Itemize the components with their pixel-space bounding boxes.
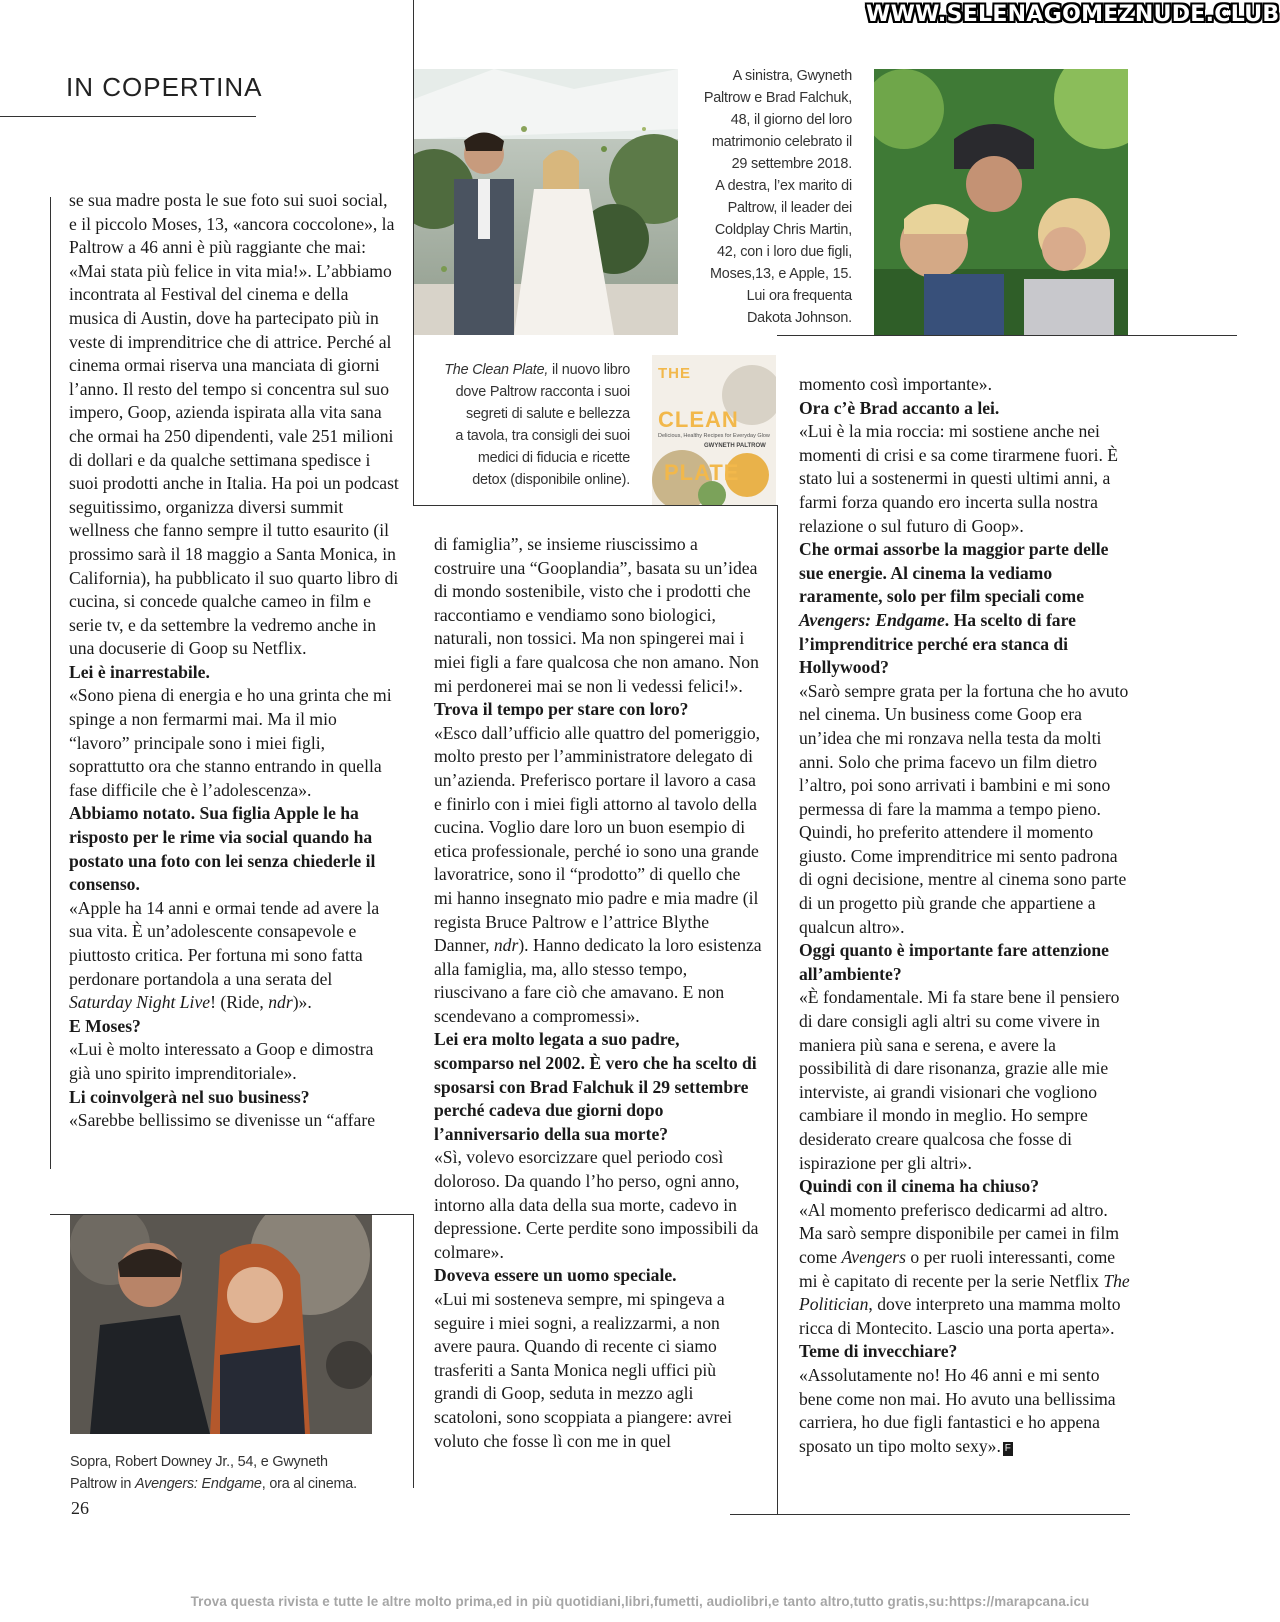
caption-line: Coldplay Chris Martin, xyxy=(714,222,852,238)
caption-line: Sopra, Robert Downey Jr., 54, e Gwyneth xyxy=(70,1454,328,1470)
caption-italic: Avengers: Endgame xyxy=(134,1476,262,1492)
answer-italic: Saturday Night Live xyxy=(69,992,211,1013)
interview-question: Doveva essere un uomo speciale. xyxy=(434,1265,677,1286)
interview-answer xyxy=(799,1364,1130,1458)
answer-text: ! (Ride, xyxy=(210,992,269,1013)
caption-line: Paltrow, il leader dei xyxy=(727,200,852,216)
interview-answer: «Sono piena di energia e ho una grinta che mi spinge a non fermarmi mai. Ma il mio “lavoro” principale sono i miei figli, soprattutto ora che stanno entrando in quella fase difficile che è l’adolescenza». xyxy=(69,685,392,800)
book-title-italic: The Clean Plate, xyxy=(444,362,549,378)
caption-line: segreti di salute e bellezza xyxy=(466,406,630,422)
wedding-caption xyxy=(690,65,852,329)
caption-line: il nuovo libro xyxy=(548,362,630,378)
site-watermark: WWW.SELENAGOMEZNUDE.CLUB xyxy=(866,2,1280,27)
interview-question: Ora c’è Brad accanto a lei. xyxy=(799,397,1000,418)
movie-caption xyxy=(70,1451,400,1495)
footer-banner: Trova questa rivista e tutte le altre molto prima,ed in più quotidiani,libri,fumetti, audiolibri,e tanto altro,tutto gratis,su:https://marapcana.icu xyxy=(190,1594,1090,1609)
answer-italic: ndr xyxy=(493,935,519,956)
answer-text: «Esco dall’ufficio alle quattro del pomeriggio, molto presto per l’amministratore delegato di un’azienda. Preferisco portare il lavoro a casa e finirlo con i miei figli attorno al tavolo della cucina. Voglio dare loro un buon esempio di etica professionale, perché io sono una grande lavoratrice, sono il “prodotto” di quello che mi hanno insegnato mio padre e mia madre (il regista Bruce Paltrow e l’attrice Blythe Danner, xyxy=(434,722,761,956)
answer-italic: Avengers xyxy=(841,1246,906,1267)
wedding-photo xyxy=(414,69,678,335)
book-caption xyxy=(424,359,630,491)
caption-line: , ora al cinema. xyxy=(261,1476,357,1492)
book-cover-clean: CLEAN xyxy=(658,407,739,432)
body-paragraph: di famiglia”, se insieme riuscissimo a costruire una “Gooplandia”, basata su un’idea di mondo sostenibile, visto che i prodotti che raccontiamo e vendiamo sono biologici, naturali, non tossici. Ma non spingerei mai i miei figli a fare qualcosa che non amano. Non mi perdonerei mai se non li vedessi felici!». xyxy=(434,534,759,696)
book-cover-the: THE xyxy=(658,365,691,382)
interview-answer: «Sarebbe bellissimo se divenisse un “affare xyxy=(69,1110,376,1131)
interview-answer xyxy=(799,1199,1130,1341)
interview-answer: «È fondamentale. Mi fa stare bene il pensiero di dare consigli agli altri su come vivere in maniera più sana e serena, e avere la possibilità di dare risonanza, grazie alle mie interviste, ai grandi visionari che vogliono cambiare il mondo in meglio. Ho sempre desiderato creare qualcosa che fosse di ispirazione per gli altri». xyxy=(799,987,1120,1173)
interview-question: Lei era molto legata a suo padre, scomparso nel 2002. È vero che ha scelto di sposarsi con Brad Falchuk il 29 settembre perché cadeva due giorni dopo l’anniversario della sua morte? xyxy=(434,1029,757,1144)
book-cover-subtitle: Delicious, Healthy Recipes for Everyday Glow xyxy=(658,433,770,439)
book-cover-plate: PLATE xyxy=(664,460,740,485)
section-title: IN COPERTINA xyxy=(66,72,263,102)
answer-italic: ndr xyxy=(268,992,293,1013)
answer-text: )». xyxy=(292,992,312,1013)
interview-answer: «Lui è la mia roccia: mi sostiene anche nei momenti di crisi e sa come tirarmene fuori. È stato lui a sostenermi in questi ultimi anni, a farmi forza quando ero incerta sulla nostra relazione o sul futuro di Goop». xyxy=(799,421,1119,536)
caption-line: 42, con i loro due figli, xyxy=(717,244,852,260)
caption-line: A sinistra, Gwyneth xyxy=(732,68,852,84)
book-box-left-rule xyxy=(413,345,414,505)
answer-italic: The Politician xyxy=(799,1270,1130,1315)
caption-line: a tavola, tra consigli dei suoi xyxy=(455,428,630,444)
answer-text: «Apple ha 14 anni e ormai tende ad avere la sua vita. È un’adolescente consapevole e piuttosto critica. Per fortuna mi sono fatta perdonare portandola a una serata del xyxy=(69,897,380,989)
caption-line: medici di fiducia e ricette xyxy=(477,450,630,466)
caption-line: Paltrow in xyxy=(70,1476,135,1492)
end-mark-icon: F xyxy=(1004,1442,1011,1454)
interview-question xyxy=(799,538,1130,680)
caption-line: Paltrow e Brad Falchuk, xyxy=(703,90,852,106)
caption-line: Dakota Johnson. xyxy=(746,310,852,326)
interview-answer xyxy=(69,897,399,1015)
interview-question: Oggi quanto è importante fare attenzione all’ambiente? xyxy=(799,940,1109,984)
question-text: Che ormai assorbe la maggior parte delle sue energie. Al cinema la vediamo raramente, solo per film speciali come xyxy=(799,539,1109,607)
interview-question: E Moses? xyxy=(69,1015,141,1036)
page-number: 26 xyxy=(71,1498,89,1518)
interview-question: Teme di invecchiare? xyxy=(799,1341,958,1362)
caption-line: 29 settembre 2018. xyxy=(731,156,852,172)
caption-line: Moses,13, e Apple, 15. xyxy=(709,266,852,282)
right-photo-rule xyxy=(777,335,1237,336)
book-box-bottom-rule xyxy=(413,505,777,506)
book-cover-author: GWYNETH PALTROW xyxy=(704,443,766,449)
interview-question: Trova il tempo per stare con loro? xyxy=(434,699,689,720)
answer-text: , dove interpreto una mamma molto ricca di Montecito. Lascio una porta aperta». xyxy=(799,1294,1121,1338)
interview-answer: «Sì, volevo esorcizzare quel periodo così doloroso. Da quando l’ho perso, ogni anno, intorno alla data della sua morte, cadevo in depressione. Certe perdite sono impossibili da colmare». xyxy=(434,1147,759,1262)
section-rule xyxy=(0,116,256,117)
interview-answer: «Lui è molto interessato a Goop e dimostra già uno spirito imprenditoriale». xyxy=(69,1039,374,1083)
left-margin-rule xyxy=(50,197,51,1169)
bottom-right-rule xyxy=(730,1514,1130,1515)
answer-text: «Assolutamente no! Ho 46 anni e mi sento bene come non mai. Ho avuto una bellissima carriera, ho due figli fantastici e ho appena sposato un tipo molto sexy». xyxy=(799,1364,1116,1456)
book-cover xyxy=(652,355,776,505)
caption-line: matrimonio celebrato il xyxy=(711,134,852,150)
mid-column-divider xyxy=(413,1214,414,1488)
article-column-3 xyxy=(799,373,1130,1458)
interview-question: Quindi con il cinema ha chiuso? xyxy=(799,1176,1040,1197)
caption-line: 48, il giorno del loro xyxy=(730,112,852,128)
interview-answer xyxy=(434,722,762,1029)
article-column-1 xyxy=(69,189,399,1133)
article-column-2 xyxy=(434,533,762,1453)
interview-question: Lei è inarrestabile. xyxy=(69,661,210,682)
interview-question: Abbiamo notato. Sua figlia Apple le ha risposto per le rime via social quando ha postato una foto con lei senza chiederle il consenso. xyxy=(69,803,376,895)
caption-line: dove Paltrow racconta i suoi xyxy=(455,384,630,400)
question-italic: Avengers: Endgame xyxy=(799,609,945,630)
caption-line: detox (disponibile online). xyxy=(472,472,630,488)
caption-line: Lui ora frequenta xyxy=(746,288,852,304)
family-photo xyxy=(874,69,1128,335)
question-text: . Ha scelto di fare l’imprenditrice perché era stanca di Hollywood? xyxy=(799,609,1076,678)
caption-line: A destra, l’ex marito di xyxy=(715,178,852,194)
movie-photo xyxy=(70,1215,372,1434)
right-column-divider xyxy=(777,505,778,1515)
answer-text: o per ruoli interessanti, come mi è capitato di recente per la serie Netflix xyxy=(799,1246,1116,1291)
interview-answer: «Lui mi sosteneva sempre, mi spingeva a seguire i miei sogni, a realizzarmi, a non avere paura. Quando di recente ci siamo trasferiti a Santa Monica negli uffici più grandi di Goop, seduta in mezzo agli scatoloni, sono scoppiata a piangere: avrei voluto che fosse lì con me in quel xyxy=(434,1289,733,1451)
answer-text: «Al momento preferisco dedicarmi ad altro. Ma sarò sempre disponibile per camei in film come xyxy=(799,1199,1120,1267)
interview-answer: «Sarò sempre grata per la fortuna che ho avuto nel cinema. Un business come Goop era un’idea che mi ronzava nella testa da molti anni. Solo che prima facevo un film dietro l’altro, poi sono arrivati i bambini e mi sono permessa di fare la mamma a tempo pieno. Quindi, ho preferito attendere il momento giusto. Come imprenditrice mi sento padrona di ogni decisione, mentre al cinema sono parte di un progetto più grande che appartiene a qualcun altro». xyxy=(799,680,1129,937)
interview-question: Li coinvolgerà nel suo business? xyxy=(69,1086,310,1107)
body-paragraph: se sua madre posta le sue foto sui suoi social, e il piccolo Moses, 13, «ancora coccolone», la Paltrow a 46 anni è più raggiante che mai: «Mai stata più felice in vita mia!». L’abbiamo incontrata al Festival del cinema e della musica di Austin, dove ha partecipato più in veste di imprenditrice che di attrice. Perché al cinema ormai riserva una manciata di giorni l’anno. Il resto del tempo si concentra sul suo impero, Goop, azienda ispirata alla vita sana che ormai ha 250 dipendenti, vale 251 milioni di dollari e da qualche settimana spedisce i suoi prodotti anche in Italia. Ha poi un podcast seguitissimo, organizza diversi summit wellness che fanno sempre il tutto esaurito (il prossimo sarà il 18 maggio a Santa Monica, in California), ha pubblicato il suo quarto libro di cucina, si concede qualche cameo in film e serie tv, e da settembre la vedremo anche in una docuserie di Goop su Netflix. xyxy=(69,190,399,659)
body-paragraph: momento così importante». xyxy=(799,374,993,394)
answer-text: ). Hanno dedicato la loro esistenza alla famiglia, ma, allo stesso tempo, riuscivano a fare ciò che amavano. E non scendevano a compromessi». xyxy=(434,935,762,1026)
